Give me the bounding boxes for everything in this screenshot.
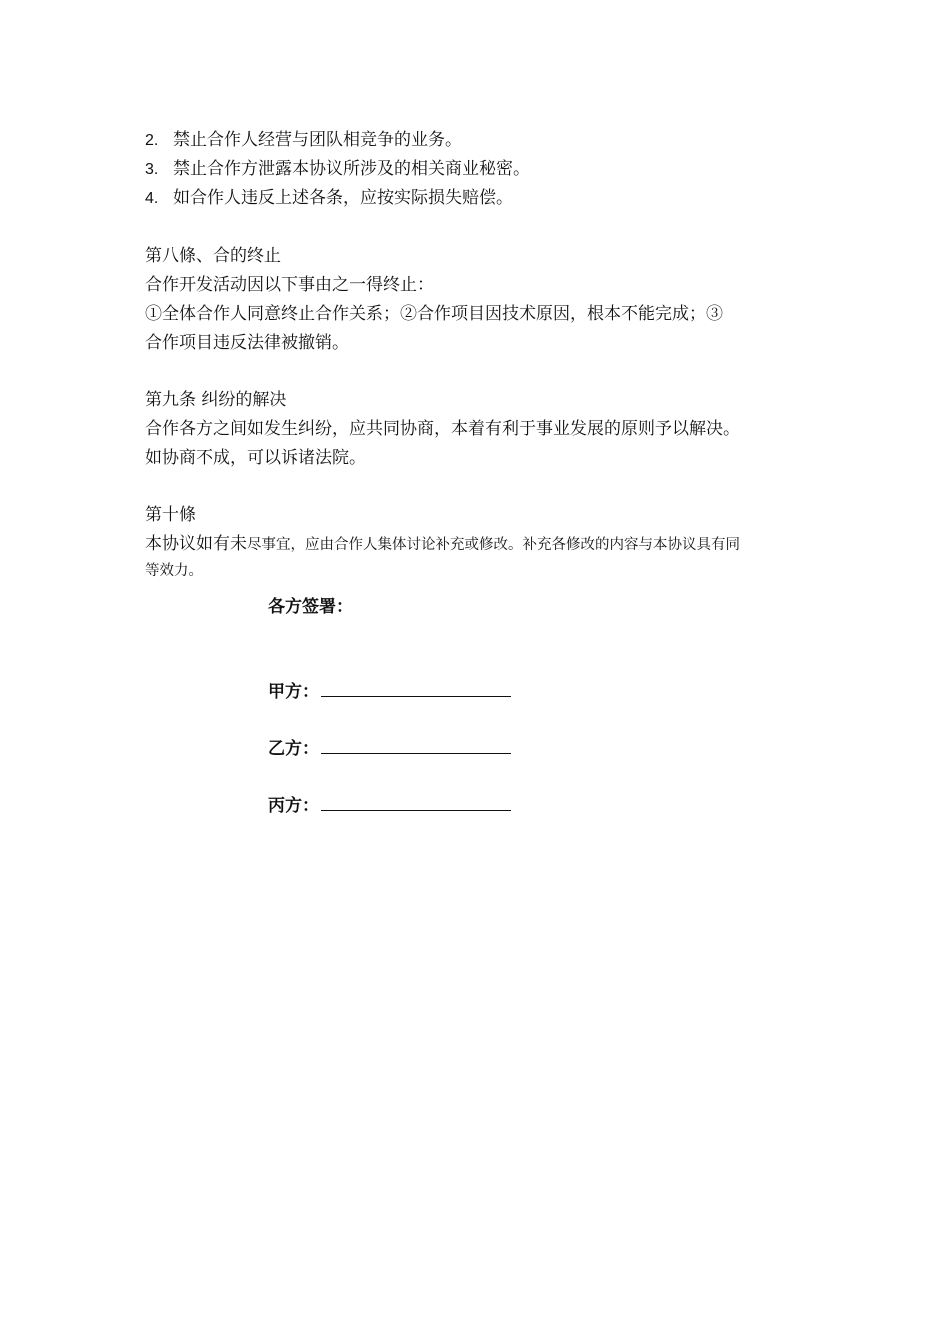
article-8-line-2: 合作项目违反法律被撤销。 [145, 333, 349, 353]
article-10-text-small: 尽事宜，应由合作人集体讨论补充或修改。补充各修改的内容与本协议具有同 [247, 537, 740, 553]
article-10-heading: 第十條 [145, 505, 196, 525]
article-9-heading: 第九条 纠纷的解决 [145, 390, 287, 410]
article-8-heading: 第八條、合的终止 [145, 246, 281, 266]
party-b-label: 乙方： [268, 739, 319, 758]
article-10-line-1 [145, 530, 810, 559]
signature-party-c [268, 791, 511, 816]
article-8 [145, 242, 810, 358]
list-text: 如合作人违反上述各条，应按实际损失赔偿。 [173, 188, 513, 208]
list-item [145, 184, 810, 213]
signature-party-b [268, 734, 511, 759]
signature-title: 各方签署： [268, 597, 353, 616]
party-c-label: 丙方： [268, 796, 319, 815]
list-item [145, 126, 810, 155]
party-a-label: 甲方： [268, 682, 319, 701]
list-number: 3. [145, 161, 159, 178]
list-number: 4. [145, 190, 159, 207]
article-10-line-2: 等效力。 [145, 563, 203, 579]
article-9 [145, 386, 810, 473]
party-c-signature-line[interactable] [321, 796, 511, 811]
party-b-signature-line[interactable] [321, 739, 511, 754]
list-text: 禁止合作方泄露本协议所涉及的相关商业秘密。 [173, 159, 530, 179]
signature-party-a [268, 677, 511, 702]
article-10 [145, 501, 810, 583]
prohibition-list [145, 126, 810, 213]
article-8-line-1: ①全体合作人同意终止合作关系；②合作项目因技术原因，根本不能完成；③ [145, 304, 723, 324]
article-9-line-2: 如协商不成，可以诉诸法院。 [145, 448, 366, 468]
article-8-intro: 合作开发活动因以下事由之一得终止： [145, 275, 434, 295]
list-item [145, 155, 810, 184]
article-9-line-1: 合作各方之间如发生纠纷，应共同协商，本着有利于事业发展的原则予以解决。 [145, 419, 740, 439]
party-a-signature-line[interactable] [321, 682, 511, 697]
list-number: 2. [145, 132, 159, 149]
article-10-text-large: 本协议如有未 [145, 534, 247, 554]
list-text: 禁止合作人经营与团队相竞争的业务。 [173, 130, 462, 150]
